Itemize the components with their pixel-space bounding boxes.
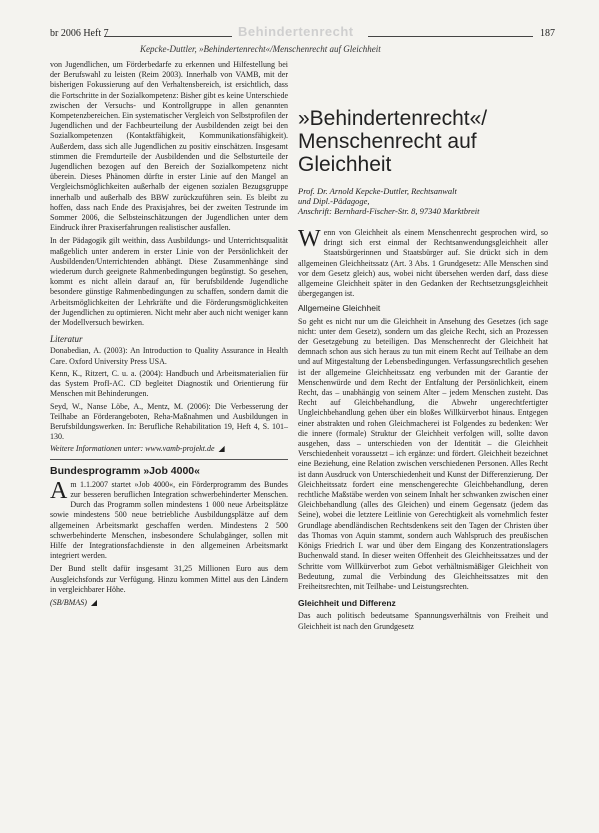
subheading-allgemeine-gleichheit: Allgemeine Gleichheit	[298, 303, 381, 314]
header-rule-left	[104, 36, 232, 37]
title-line-2: Menschenrecht auf	[298, 130, 477, 153]
article-title	[298, 107, 548, 176]
program-signature: (SB/BMAS)	[50, 597, 87, 607]
running-title: Kepcke-Duttler, »Behindertenrecht«/Menschenrecht auf Gleichheit	[140, 44, 381, 54]
author-line-3: Anschrift: Bernhard-Fischer-Str. 8, 97340 Marktbreit	[298, 206, 480, 216]
right-paragraph-1: So geht es nicht nur um die Gleichheit in Ansehung des Gesetzes (ich sage nicht: unter dem Gesetz), sondern um das gleiche Recht, sich an Prozessen der Gesetzgebung zu beteiligen. Das Menschenrecht der Gleichheit hat demnach schon aus sich heraus zu tun mit einem Recht auf Teilhabe an dem und auf Mitgestaltung der Lebensbedingungen. Verfassungsrechtlich gesehen ist der allgemeine Gleichheitssatz eng verbunden mit der Garantie der Menschenwürde und dem Recht der Entfaltung der Persönlichkeit, einem Recht, das – unabhängig von seinem Alter – jedem Menschen zusteht. Das Recht auf Gleichbehandlung, die Abwehr ungerechtfertigter Ungleichbehandlung gehen über ein bloßes Willkürverbot hinaus. Entgegen einer abstrakten und rohen Gleichmacherei ist Folgendes zu bedenken: Wer die innere (formale) Struktur der Gleichheit verfolgen will, sollte davon ausgehen, dass – unterschieden von der Identität – die Gleichheit Verschiedenheit voraussetzt – ich ergänze: und fördert. Gleichheit bezeichnet eine Beziehung, eine Relation zwischen verschiedenen Personen. Alles Recht ist dann Ausdruck von Unterschiedenheit und Kunst der Differenzierung. Der Gleichheitssatz fordert eine menschengerechte Gleichbehandlung, deren rechtliche Maßstäbe werden von seinem Inhalt her schwanken zwischen einer Gleichbehandlung (alles des Gleichen) und einem Gegensatz (jedem das Seine), wobei die letztere Leitlinie von Gerechtigkeit als vornehmlich fester Grundlage abendländischen Rechtsdenkens seit den Tagen der Christen über das Thomas von Aquin stammt, sondern auch Wahlspruch des preußischen Königs Friedrich I. war und über dem Eingang des Konzentrationslagers Buchenwald stand. In dieser weiten Offenheit des Gleichheitssatzes und der Schritte vom Willkürverbot zum Gebot verhältnismäßiger Gleichheit von Bedeutung, zumal die Verbindung des Gleichheitssatzes mit den Freiheitsrechten, mit Teilhabe- und Leistungsrechten.	[298, 316, 548, 591]
program-paragraph-2: Der Bund stellt dafür insgesamt 31,25 Millionen Euro aus dem Ausgleichsfonds zur Verfügung. Hinzu kommen Mittel aus den Ländern in vergleichbarer Höhe.	[50, 564, 288, 594]
issue-label: br 2006 Heft 7	[50, 28, 109, 39]
literature-entry-2: Kenn, K., Ritzert, C. u. a. (2004): Handbuch und Arbeitsmaterialien für das System ProfI-AC. CD begleitet Diagnostik und Orientierung für Menschen mit Behinderungen.	[50, 368, 288, 399]
author-line-2: und Dipl.-Pädagoge,	[298, 196, 370, 206]
section-divider	[50, 459, 288, 460]
left-paragraph-1: von Jugendlichen, um Förderbedarfe zu erkennen und Hilfestellung bei der Berufswahl zu leisten (Reim 2003). Innerhalb von VAMB, mit der bisherigen Fokussierung auf den Verhaltensbereich, ist ersichtlich, dass die Fortschritte in der Sozialkompetenz: Bisher gibt es keine Unterschiede zwischen der Versuchs- und Kontrollgruppe in allen genannten Kompetenzbereichen. Ein systematischer Vergleich von Selbstprofilen der Jugendlichen und der Fachbeurteilung der Ausbildenden zeigt bei den Sozialkompetenzen (Kontaktfähigkeit, Kommunikationsfähigkeit). Außerdem, dass sich alle Jugendlichen zu positiv einschätzen. Insgesamt stimmen die Fremdurteile der Ausbildenden und die Selbsturteile der Jugendlichen bezogen auf den Bereich der Sozialkompetenz nicht überein. Dieses Phänomen dürfte in erster Linie auf den Mangel an Vergleichsmöglichkeiten außerhalb der eigenen sozialen Bezugsgruppe innerhalb und außerhalb des BBW zurückzuführen sein. Es bleibt zu hoffen, dass nach Ende des Praxisjahres, bei der zweiten Testrunde im Sommer 2006, die Selbsteinschätzungen der Jugendlichen unter dem Eindruck ihrer Praxiserfahrungen realistischer ausfallen.	[50, 60, 288, 233]
literature-heading: Literatur	[50, 334, 83, 345]
intro-paragraph: enn von Gleichheit als einem Menschenrecht gesprochen wird, so dringt sich erst einmal der Rechtsanwendungsgleichheit aller Staatsbürgerinnen und Staatsbürger auf. Sie drückt sich in dem allgemeinen Gleichheitssatz (Art. 3 Abs. 1 Grundgesetz: Alle Menschen sind vor dem Gesetz gleich) aus, wobei nicht übersehen werden darf, dass diese allgemeine Gleichheit später in den Gedanken der Rechtsetzungsgleichheit übergegangen ist.	[298, 228, 548, 299]
end-mark-icon: ◢	[218, 444, 225, 454]
page-number: 187	[540, 28, 555, 39]
title-line-3: Gleichheit	[298, 153, 392, 176]
more-info-text: Weitere Informationen unter: www.vamb-projekt.de	[50, 444, 215, 454]
subheading-gleichheit-und-differenz: Gleichheit und Differenz	[298, 598, 396, 609]
program-paragraph-1: m 1.1.2007 startet »Job 4000«, ein Förderprogramm des Bundes zur besseren beruflichen Integration schwerbehinderter Menschen. Durch das Programm sollen mindestens 1 000 neue Arbeitsplätze sowie mindestens 500 neue betriebliche Ausbildungsplätze auf dem allgemeinen Arbeitsmarkt geschaffen werden. Mindestens 2 500 schwerbehinderte Menschen, insbesondere Schulabgänger, sollen mit Hilfe der Integrationsfachdienste in den allgemeinen Arbeitsmarkt integriert werden.	[50, 479, 288, 561]
literature-entry-1: Donabedian, A. (2003): An Introduction to Quality Assurance in Health Care. Oxford University Press USA.	[50, 346, 288, 366]
literature-entry-3: Seyd, W., Nanse Löbe, A., Mentz, M. (2006): Die Verbesserung der Teilhabe an Förderangeboten, Reha-Maßnahmen und Ausbildungen in Berufsbildungswerken. In: Berufliche Rehabilitation 19, Heft 4, S. 101–130.	[50, 401, 288, 442]
author-block	[298, 186, 548, 216]
right-column	[298, 60, 548, 635]
intro-dropcap: W	[298, 226, 321, 252]
end-mark-icon: ◢	[90, 597, 98, 607]
left-column	[50, 60, 288, 608]
author-line-1: Prof. Dr. Arnold Kepcke-Duttler, Rechtsanwalt	[298, 186, 457, 196]
program-heading: Bundesprogramm »Job 4000«	[50, 464, 200, 477]
left-paragraph-2: In der Pädagogik gilt weithin, dass Ausbildungs- und Unterrichtsqualität maßgeblich unter anderem in erster Linie von der Persönlichkeit der Ausbildenden/Unterrichtenden abhängt. Diese Zusammenhänge sind wiederum durch geeignete Rahmenbedingungen begünstigt. So gesehen, kommt es nicht allein darauf an, für berufsbildende Jugendliche besondere günstige Rahmenbedingungen zu schaffen, sondern damit die Arbeitsmöglichkeiten der Lehrkräfte und die Förderungsmöglichkeiten der Jugendlichen zu optimieren. Nicht mehr aber auch nicht weniger kann der Modellversuch bewirken.	[50, 236, 288, 328]
section-title: Behindertenrecht	[238, 24, 354, 39]
title-line-1: »Behindertenrecht«/	[298, 107, 488, 130]
program-dropcap: A	[50, 477, 68, 504]
right-last-paragraph: Das auch politisch bedeutsame Spannungsverhältnis von Freiheit und Gleichheit ist nach den Grundgesetz	[298, 611, 548, 631]
header-rule-right	[368, 36, 533, 37]
